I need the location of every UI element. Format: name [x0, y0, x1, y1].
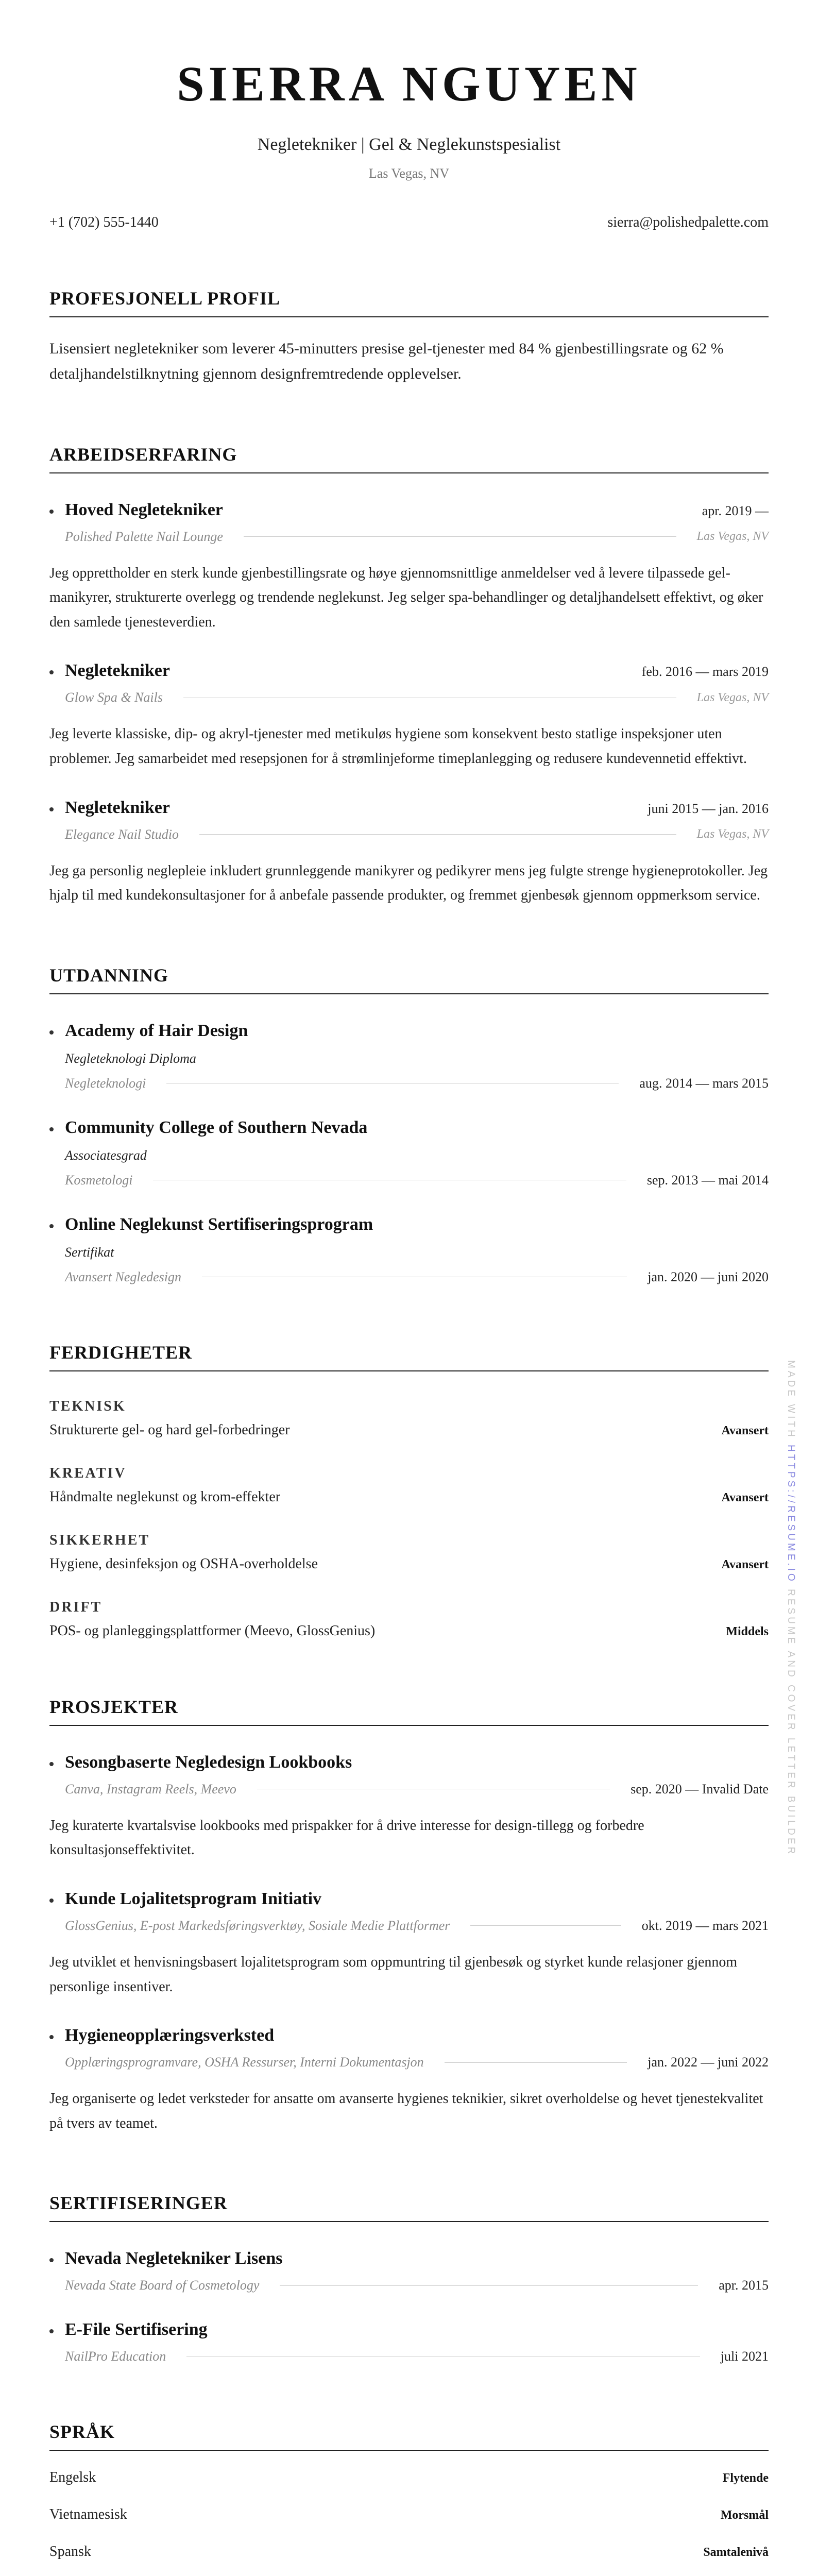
section-heading: SERTIFISERINGER	[49, 2192, 769, 2222]
language-name: Vietnamesisk	[49, 2506, 127, 2523]
skill-category: DRIFT	[49, 1599, 103, 1615]
language-name: Engelsk	[49, 2469, 96, 2486]
project-title: Kunde Lojalitetsprogram Initiativ	[49, 1889, 321, 1909]
study-field: Negleteknologi	[65, 1075, 146, 1091]
skill-category: SIKKERHET	[49, 1532, 150, 1548]
job-dates: juni 2015 — jan. 2016	[647, 801, 769, 816]
skill-category: TEKNISK	[49, 1398, 126, 1414]
language-list	[49, 2469, 769, 2576]
section-heading: PROSJEKTER	[49, 1696, 769, 1726]
skill-name: Hygiene, desinfeksjon og OSHA-overholdelse	[49, 1555, 318, 1572]
job-location: Las Vegas, NV	[696, 827, 769, 841]
project-title: Sesongbaserte Negledesign Lookbooks	[49, 1753, 352, 1772]
watermark-suffix: RESUME AND COVER LETTER BUILDER	[786, 1589, 796, 1857]
job-dates: apr. 2019 —	[702, 503, 769, 518]
certification-entry	[49, 2249, 769, 2293]
leader-line	[445, 2062, 627, 2063]
language-name: Spansk	[49, 2544, 91, 2560]
company-name: Glow Spa & Nails	[65, 690, 163, 705]
language-level: Flytende	[722, 2471, 769, 2485]
certification-entry	[49, 2320, 769, 2364]
language-row	[49, 2544, 769, 2560]
profile-section	[49, 287, 769, 387]
certification-issuer: Nevada State Board of Cosmetology	[65, 2278, 260, 2293]
projects-section	[49, 1696, 769, 2136]
languages-section	[49, 2421, 769, 2576]
experience-entry	[49, 661, 769, 771]
skill-name: Håndmalte neglekunst og krom-effekter	[49, 1488, 281, 1505]
language-level: Samtalenivå	[703, 2546, 769, 2560]
leader-line	[470, 1925, 621, 1926]
study-field: Kosmetologi	[65, 1172, 133, 1188]
project-tools: Opplæringsprogramvare, OSHA Ressurser, Interni Dokumentasjon	[65, 2055, 424, 2070]
phone-number: +1 (702) 555-1440	[49, 214, 159, 230]
school-name: Community College of Southern Nevada	[49, 1118, 367, 1138]
skill-group	[49, 1465, 769, 1505]
candidate-location: Las Vegas, NV	[368, 165, 450, 181]
skills-section	[49, 1342, 769, 1639]
certifications-section	[49, 2192, 769, 2364]
study-dates: sep. 2013 — mai 2014	[646, 1172, 769, 1188]
watermark-link[interactable]: HTTPS://RESUME.IO	[786, 1445, 796, 1584]
study-field: Avansert Negledesign	[65, 1269, 182, 1284]
company-name: Elegance Nail Studio	[65, 826, 179, 842]
skill-name: Strukturerte gel- og hard gel-forbedringer	[49, 1421, 290, 1438]
project-title: Hygieneopplæringsverksted	[49, 2026, 274, 2045]
certification-date: apr. 2015	[719, 2278, 769, 2293]
candidate-title: Negletekniker | Gel & Neglekunstspesialist	[257, 134, 561, 154]
skill-level: Avansert	[721, 1423, 769, 1437]
experience-entry	[49, 500, 769, 635]
project-tools: GlossGenius, E-post Markedsføringsverktøy, Sosiale Medie Plattformer	[65, 1918, 450, 1933]
skill-level: Avansert	[721, 1557, 769, 1571]
section-heading: FERDIGHETER	[49, 1342, 769, 1371]
resume-page	[49, 0, 769, 2576]
watermark-prefix: MADE WITH	[786, 1360, 796, 1439]
project-entry	[49, 1889, 769, 1999]
education-entry	[49, 1118, 769, 1188]
skill-level: Middels	[726, 1624, 769, 1638]
job-title: Hoved Negletekniker	[49, 500, 223, 520]
skill-category: KREATIV	[49, 1465, 127, 1481]
builder-watermark	[785, 1360, 796, 1856]
project-dates: jan. 2022 — juni 2022	[647, 2055, 769, 2070]
experience-section	[49, 444, 769, 908]
job-title: Negletekniker	[49, 661, 170, 681]
section-heading: PROFESJONELL PROFIL	[49, 287, 769, 317]
project-dates: okt. 2019 — mars 2021	[641, 1918, 769, 1933]
job-dates: feb. 2016 — mars 2019	[641, 664, 769, 680]
contact-row	[49, 214, 769, 231]
leader-line	[199, 834, 676, 835]
school-name: Online Neglekunst Sertifiseringsprogram	[49, 1215, 373, 1234]
job-title: Negletekniker	[49, 798, 170, 818]
education-entry	[49, 1021, 769, 1091]
job-location: Las Vegas, NV	[696, 530, 769, 544]
degree-name: Associatesgrad	[65, 1147, 147, 1163]
profile-summary: Lisensiert negletekniker som leverer 45-minutters presise gel-tjenester med 84 % gjenbestillingsrate og 62 % detaljhandelstilknytning gjennom designfremtredende opplevelser.	[49, 340, 724, 383]
job-description: Jeg opprettholder en sterk kunde gjenbestillingsrate og høye gjennomsnittlige anmeldelser ved å levere tilpassede gel-manikyrer, strukturerte overlegg og trendende neglekunst. Jeg selger spa-behandlinger og detaljhandelsett effektivt, og øker den samlede tjenesteverdien.	[49, 565, 763, 630]
skill-group	[49, 1398, 769, 1438]
leader-line	[280, 2285, 698, 2286]
skill-name: POS- og planleggingsplattformer (Meevo, GlossGenius)	[49, 1622, 376, 1639]
company-name: Polished Palette Nail Lounge	[65, 529, 223, 544]
education-section	[49, 964, 769, 1285]
section-heading: UTDANNING	[49, 964, 769, 994]
job-description: Jeg ga personlig neglepleie inkludert grunnleggende manikyrer og pedikyrer mens jeg fulgte strenge hygieneprotokoller. Jeg hjalp til med kundekonsultasjoner for å anbefale passende produkter, og fremmet gjenbesøk gjennom oppmerksom service.	[49, 862, 768, 904]
email-address[interactable]: sierra@polishedpalette.com	[607, 214, 769, 230]
project-entry	[49, 1753, 769, 1862]
certification-date: juli 2021	[720, 2349, 769, 2364]
job-description: Jeg leverte klassiske, dip- og akryl-tjenester med metikuløs hygiene som konsekvent besto statlige inspeksjoner uten problemer. Jeg samarbeidet med resepsjonen for å strømlinjeforme timeplanlegging og redusere kundevennetid effektivt.	[49, 726, 747, 767]
section-heading: ARBEIDSERFARING	[49, 444, 769, 473]
experience-entry	[49, 798, 769, 908]
project-dates: sep. 2020 — Invalid Date	[630, 1781, 769, 1797]
project-description: Jeg utviklet et henvisningsbasert lojalitetsprogram som oppmuntring til gjenbesøk og styrket kunde relasjoner gjennom personlige insentiver.	[49, 1954, 738, 1995]
job-location: Las Vegas, NV	[696, 690, 769, 704]
candidate-name: SIERRA NGUYEN	[177, 56, 641, 111]
degree-name: Negleteknologi Diploma	[65, 1050, 196, 1066]
certification-issuer: NailPro Education	[65, 2349, 166, 2364]
project-description: Jeg organiserte og ledet verksteder for ansatte om avanserte hygienes teknikier, sikret overholdelse og hevet tjenestekvalitet på tvers av teamet.	[49, 2091, 763, 2131]
certification-title: Nevada Negletekniker Lisens	[49, 2249, 282, 2268]
skill-group	[49, 1599, 769, 1639]
school-name: Academy of Hair Design	[49, 1021, 248, 1041]
degree-name: Sertifikat	[65, 1244, 114, 1260]
language-row	[49, 2469, 769, 2486]
skill-level: Avansert	[721, 1490, 769, 1504]
leader-line	[244, 536, 676, 537]
study-dates: aug. 2014 — mars 2015	[639, 1075, 769, 1091]
study-dates: jan. 2020 — juni 2020	[647, 1269, 769, 1284]
project-entry	[49, 2026, 769, 2136]
language-row	[49, 2506, 769, 2523]
education-entry	[49, 1215, 769, 1285]
resume-header	[49, 0, 769, 231]
project-description: Jeg kuraterte kvartalsvise lookbooks med prispakker for å drive interesse for design-tillegg og forbedre konsultasjonseffektivitet.	[49, 1817, 644, 1858]
section-heading: SPRÅK	[49, 2421, 769, 2451]
certification-title: E-File Sertifisering	[49, 2320, 208, 2340]
project-tools: Canva, Instagram Reels, Meevo	[65, 1781, 236, 1797]
language-level: Morsmål	[720, 2509, 769, 2522]
skill-group	[49, 1532, 769, 1572]
